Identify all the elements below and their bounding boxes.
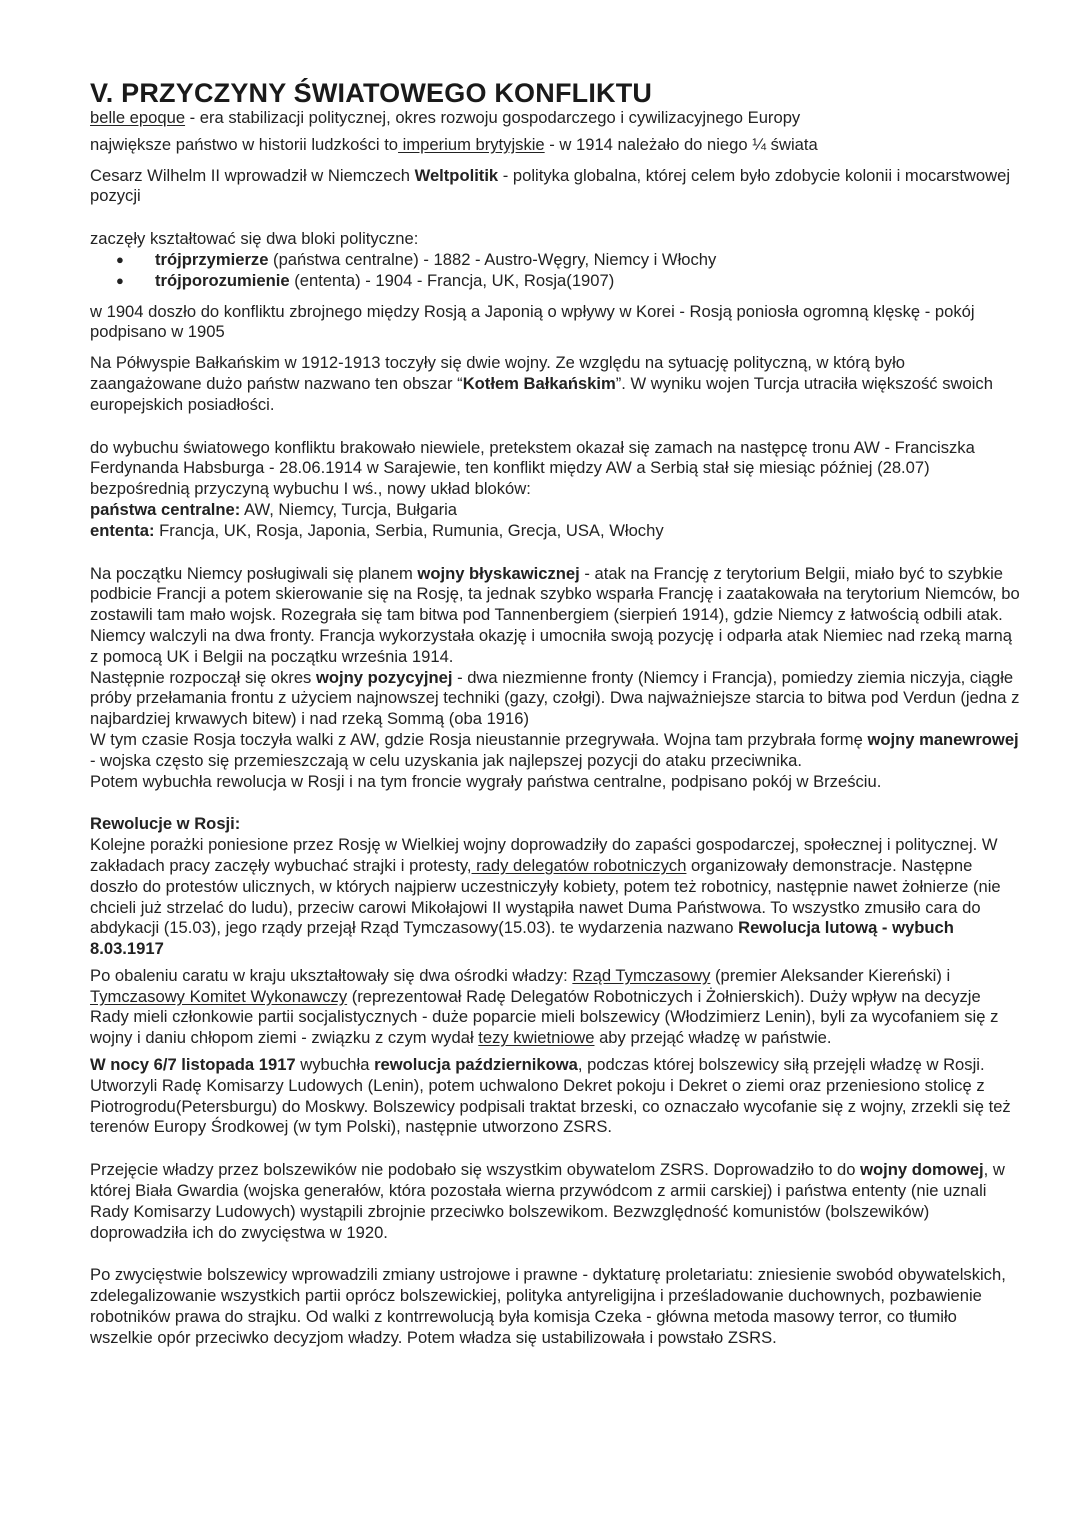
trench-war-paragraph: Następnie rozpoczął się okres wojny pozycyjnej - dwa niezmienne fronty (Niemcy i Francja), pomiedzy ziemia niczyja, ciągłe próby przełamania frontu z użyciem najnowszej techniki (gazy, czołgi). Dwa najważniejsze starcia to bitwa pod Verdun (jedna z najbardziej krwawych bitew) i nad rzeką Sommą (oba 1916) [90,667,1020,729]
blocs-list [90,250,1020,292]
page-title: V. PRZYCZYNY ŚWIATOWEGO KONFLIKTU [90,78,653,108]
entente-line: ententa: Francja, UK, Rosja, Japonia, Serbia, Rumunia, Grecja, USA, Włochy [90,520,664,540]
central-powers-line: państwa centralne: AW, Niemcy, Turcja, Bułgaria [90,499,458,519]
maneuver-war-paragraph: W tym czasie Rosja toczyła walki z AW, gdzie Rosja nieustannie przegrywała. Wojna tam przybrała formę wojny manewrowej - wojska często się przemieszczają w celu uzyskania jak najlepszej pozycji do ataku przeciwnika. [90,729,1019,770]
dictatorship-paragraph: Po zwycięstwie bolszewicy wprowadzili zmiany ustrojowe i prawne - dyktaturę proletariatu: zniesienie swobód obywatelskich, zdelegalizowanie wszystkich partii oprócz bolszewickiej, polityka antyreligijna i prześladowanie duchownych, pozbawienie robotników prawa do strajku. Od walki z kontrrewolucją była komisja Czeka - główna metoda masowy terror, co tłumiło wszelkie opór przeciwko decyzjom władzy. Potem władza się ustabilizowała i powstało ZSRS. [90,1265,1006,1347]
weltpolitik-paragraph: Cesarz Wilhelm II wprowadził w Niemczech Weltpolitik - polityka globalna, której celem było zdobycie kolonii i mocarstwowej pozycji [90,165,1011,206]
weltpolitik-term: Weltpolitik [414,165,499,185]
blocs-lead: zaczęły kształtować się dwa bloki polityczne: [90,229,419,249]
belle-epoque-term: belle epoque [90,108,186,127]
october-revolution-paragraph: W nocy 6/7 listopada 1917 wybuchła rewolucja październikowa, podczas której bolszewicy siłą przejęli władzę w Rosji. Utworzyli Radę Komisarzy Ludowych (Lenin), potem uchwalono Dekret pokoju i Dekret o ziemi oraz przeniesiono stolicę z Piotrogrodu(Petersburgu) do Moskwy. Bolszewicy podpisali traktat brzeski, co oznaczało wycofanie się z wojny, zrzekli się też terenów Europy Środkowej (w tym Polski), następnie utworzono ZSRS. [90,1055,1011,1137]
list-item: ● trójprzymierze (państwa centralne) - 1882 - Austro-Węgry, Niemcy i Włochy [116,250,1020,271]
empire-line: największe państwo w historii ludzkości to imperium brytyjskie - w 1914 należało do niego ¼ świata [90,134,818,154]
civil-war-paragraph: Przejęcie władzy przez bolszewików nie podobało się wszystkim obywatelom ZSRS. Doprowadziło to do wojny domowej, w której Biała Gwardia (wojska generałów, która pozostała wierna przywódcom z armii carskiej) i państwa ententy (nie uznali Rady Komisarzy Ludowych) wystąpili zbrojnie przeciwko bolszewikom. Bezwzględność komunistów (bolszewików) doprowadziła ich do zwycięstwa w 1920. [90,1160,1005,1242]
balkans-paragraph: Na Półwyspie Bałkańskim w 1912-1913 toczyły się dwie wojny. Ze względu na sytuację polityczną, w którą było zaangażowane dużo państw nazwano ten obszar “Kotłem Bałkańskim”. W wyniku wojen Turcja utraciła większość swoich europejskich posiadłości. [90,353,993,414]
revolution-heading: Rewolucje w Rosji: [90,814,241,834]
dual-power-paragraph: Po obaleniu caratu w kraju ukształtowały się dwa ośrodki władzy: Rząd Tymczasowy (premier Aleksander Kiereński) i Tymczasowy Komitet Wykonawczy (reprezentował Radę Delegatów Robotniczych i Żołnierskich). Duży wpływ na decyzje Rady mieli członkowie partii socjalistycznych - duże poparcie mieli bolszewicy (Włodzimierz Lenin), byli za wycofaniem się z wojny i daniu chłopom ziemi - związku z czym wydał tezy kwietniowe aby przejąć władzę w państwie. [90,965,999,1048]
empire-term: imperium brytyjskie [398,134,545,154]
february-revolution-paragraph: Kolejne porażki poniesione przez Rosję w Wielkiej wojny doprowadziły do zapaści gospodarczej, społecznej i politycznej. W zakładach pracy zaczęły wybuchać strajki i protesty, rady delegatów robotniczych organizowały demonstracje. Następne doszło do protestów ulicznych, w których najpierw uczestniczyły kobiety, potem też robotnicy, następnie nawet żołnierze (nie chcieli już strzelać do ludu), przeciw carowi Mikołajowi II wystąpiła nawet Duma Państwowa. To wszystko zmusiło cara do abdykacji (15.03), jego rządy przejął Rząd Tymczasowy(15.03). te wydarzenia nazwano Rewolucja lutową - wybuch 8.03.1917 [90,835,1001,959]
sarajevo-paragraph: do wybuchu światowego konfliktu brakowało niewiele, pretekstem okazał się zamach na następcę tronu AW - Franciszka Ferdynanda Habsburga - 28.06.1914 w Sarajewie, ten konflikt między AW a Serbią stał się miesiąc później (28.07) bezpośrednią przyczyną wybuchu I wś., nowy układ bloków: [90,437,975,499]
russo-japanese-paragraph: w 1904 doszło do konfliktu zbrojnego między Rosją a Japonią o wpływy w Korei - Rosją poniosła ogromną klęskę - pokój podpisano w 1905 [90,301,975,342]
brest-paragraph: Potem wybuchła rewolucja w Rosji i na tym froncie wygrały państwa centralne, podpisano pokój w Brześciu. [90,771,882,791]
belle-epoque-line: belle epoque - era stabilizacji politycznej, okres rozwoju gospodarczego i cywilizacyjnego Europy [90,108,801,127]
blitzkrieg-paragraph: Na początku Niemcy posługiwali się planem wojny błyskawicznej - atak na Francję z terytorium Belgii, miało być to szybkie podbicie Francji a potem skierowanie się na Rosję, ta jednak szybko wsparła Francję i zaatakowała na terytorium Niemców, bo zostawili tam mało wojsk. Rozegrała się tam bitwa pod Tannenbergiem (sierpień 1914), gdzie Niemcy z łatwością odbili atak. Niemcy walczyli na dwa fronty. Francja wykorzystała okazję i umocniła swoją pozycję i odparła atak Niemiec nad rzeką marną z pomocą UK i Belgii na początku września 1914. [90,563,1020,666]
list-item: ● trójporozumienie (ententa) - 1904 - Francja, UK, Rosja(1907) [116,271,1020,292]
